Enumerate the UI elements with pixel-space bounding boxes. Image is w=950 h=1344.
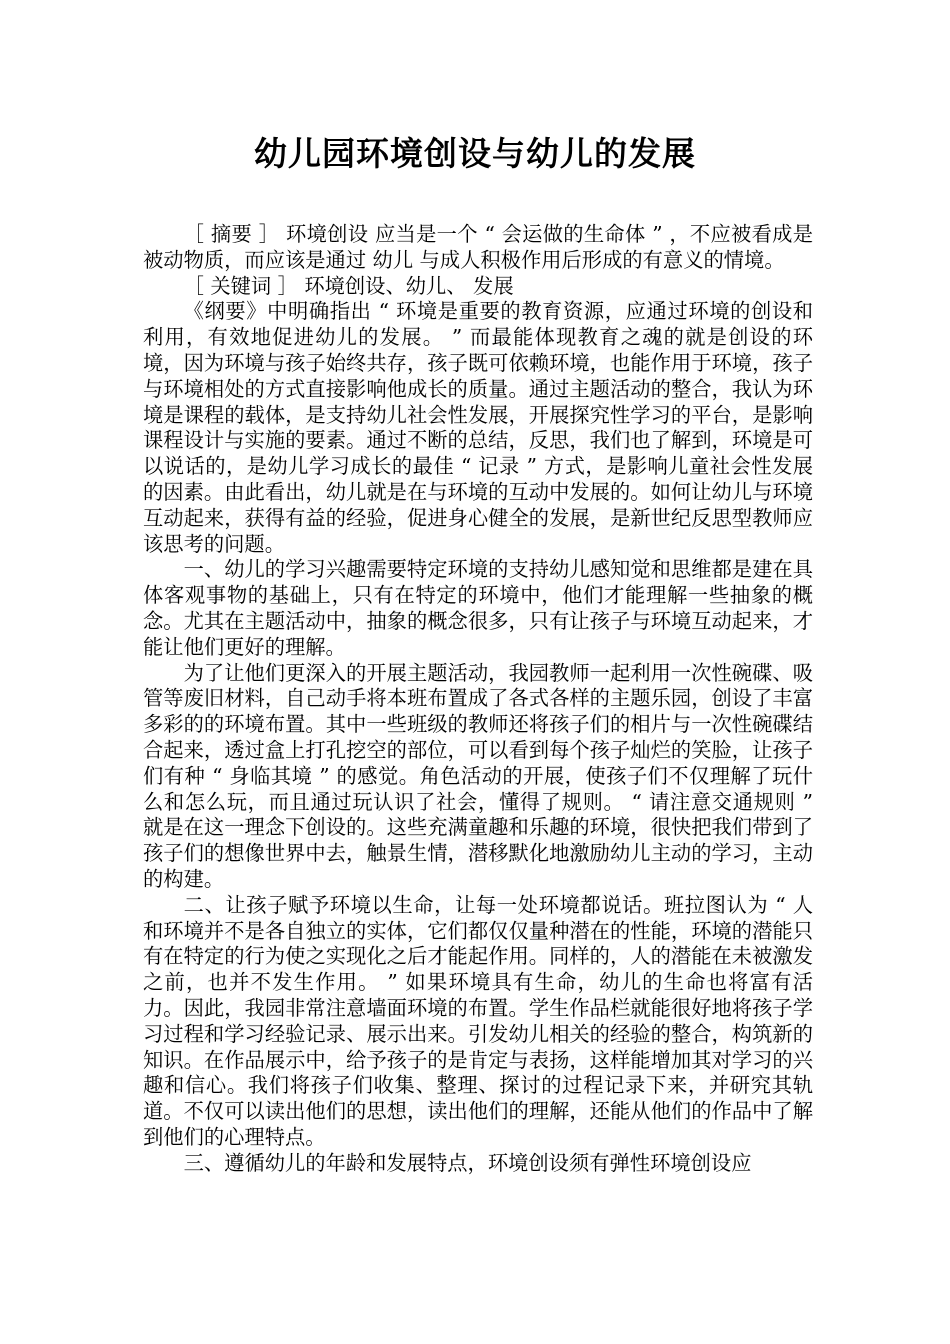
document-body xyxy=(143,222,813,1176)
abstract-paragraph: ［ 摘要 ］ 环境创设 应当是一个 “ 会运做的生命体 ” ，不应被看成是被动物质，而应该是通过 幼儿 与成人积极作用后形成的有意义的情境。 xyxy=(143,222,813,272)
keywords-paragraph: ［ 关键词 ］ 环境创设、幼儿、 发展 xyxy=(183,273,514,298)
body-paragraph: 《纲要》中明确指出 “ 环境是重要的教育资源，应通过环境的创设和利用，有效地促进幼儿的发展。 ” 而最能体现教育之魂的就是创设的环境，因为环境与孩子始终共存，孩子既可依赖环境，也能作用于环境，孩子与环境相处的方式直接影响他成长的质量。通过主题活动的整合，我认为环境是课程的载体，是支持幼儿社会性发展，开展探究性学习的平台，是影响课程设计与实施的要素。通过不断的总结，反思，我们也了解到，环境是可以说话的，是幼儿学习成长的最佳 “ 记录 ” 方式，是影响儿童社会性发展的因素。由此看出，幼儿就是在与环境的互动中发展的。如何让幼儿与环境互动起来，获得有益的经验，促进身心健全的发展，是新世纪反思型教师应该思考的问题。 xyxy=(143,299,813,556)
section-one-paragraph: 一、幼儿的学习兴趣需要特定环境的支持幼儿感知觉和思维都是建在具体客观事物的基础上，只有在特定的环境中，他们才能理解一些抽象的概念。尤其在主题活动中，抽象的概念很多，只有让孩子与环境互动起来，才能让他们更好的理解。 xyxy=(143,557,813,659)
document-title: 幼儿园环境创设与幼儿的发展 xyxy=(254,134,696,173)
section-two-paragraph: 二、让孩子赋予环境以生命，让每一处环境都说话。班拉图认为 “ 人和环境并不是各自独立的实体，它们都仅仅量种潜在的性能，环境的潜能只有在特定的行为使之实现化之后才能起作用。同样的，人的潜能在未被激发之前，也并不发生作用。 ” 如果环境具有生命，幼儿的生命也将富有活力。因此，我园非常注意墙面环境的布置。学生作品栏就能很好地将孩子学习过程和学习经验记录、展示出来。引发幼儿相关的经验的整合，构筑新的知识。在作品展示中，给予孩子的是肯定与表扬，这样能增加其对学习的兴趣和信心。我们将孩子们收集、整理、探讨的过程记录下来，并研究其轨道。不仅可以读出他们的思想，读出他们的理解，还能从他们的作品中了解到他们的心理特点。 xyxy=(143,892,813,1149)
section-three-paragraph: 三、遵循幼儿的年龄和发展特点，环境创设须有弹性环境创设应 xyxy=(183,1150,752,1175)
body-paragraph: 为了让他们更深入的开展主题活动，我园教师一起利用一次性碗碟、吸管等废旧材料，自己动手将本班布置成了各式各样的主题乐园，创设了丰富多彩的的环境布置。其中一些班级的教师还将孩子们的相片与一次性碗碟结合起来，透过盒上打孔挖空的部位，可以看到每个孩子灿烂的笑脸，让孩子们有种 “ 身临其境 ” 的感觉。角色活动的开展，使孩子们不仅理解了玩什么和怎么玩，而且通过玩认识了社会，懂得了规则。 “ 请注意交通规则 ” 就是在这一理念下创设的。这些充满童趣和乐趣的环境，很快把我们带到了孩子们的想像世界中去，触景生情，潜移默化地激励幼儿主动的学习，主动的构建。 xyxy=(143,660,813,891)
